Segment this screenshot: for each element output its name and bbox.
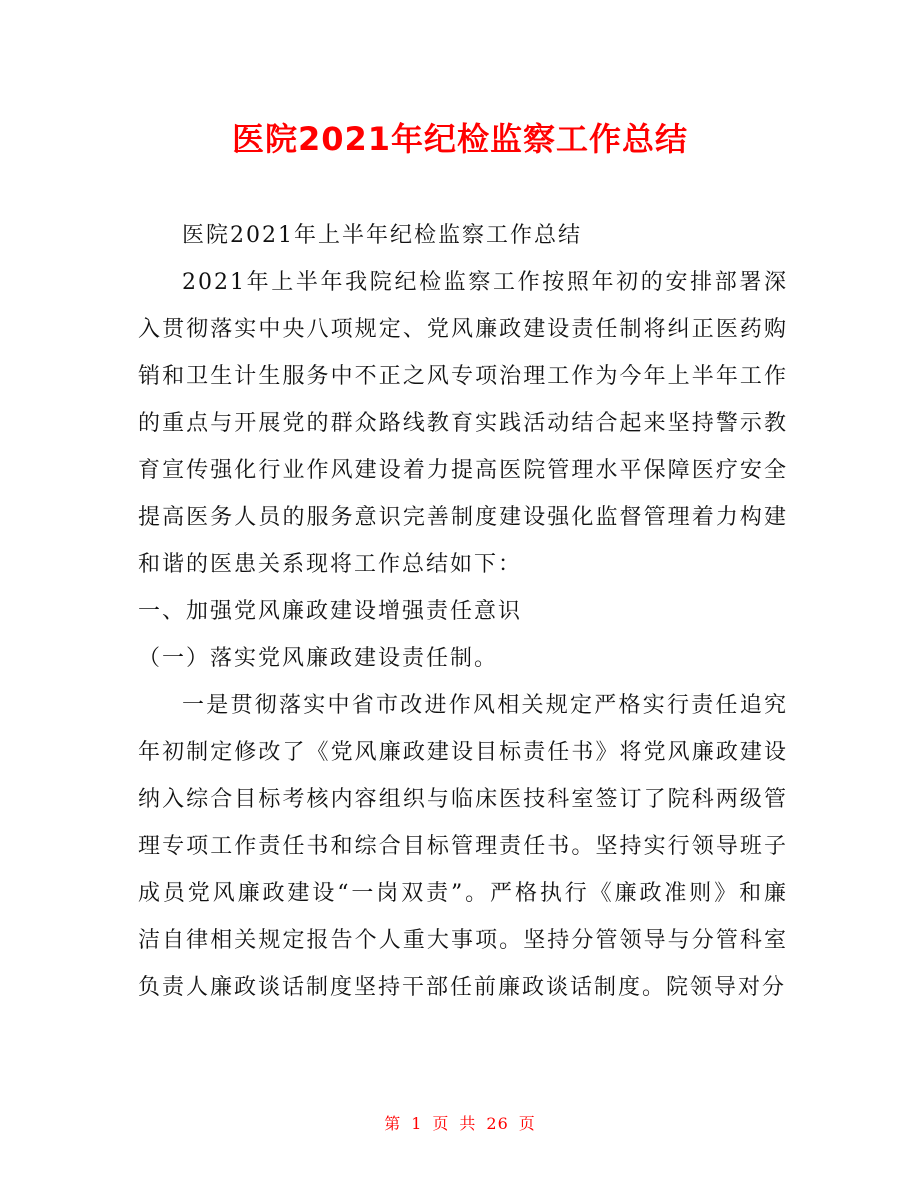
subsection-heading: （一）落实党风廉政建设责任制。 (138, 646, 499, 671)
paragraph-subtitle: 医院2021年上半年纪检监察工作总结 (182, 223, 582, 248)
footer-label-total: 共 (459, 1114, 477, 1133)
footer-label-page: 第 (384, 1114, 402, 1133)
page-footer (0, 1112, 920, 1136)
footer-label-pages: 页 (518, 1114, 536, 1133)
footer-label-of-page: 页 (432, 1114, 450, 1133)
footer-current-page: 1 (411, 1114, 423, 1133)
footer-total-pages: 26 (486, 1114, 509, 1133)
section-heading: 一、加强党风廉政建设增强责任意识 (138, 599, 523, 624)
document-body (138, 212, 788, 1011)
document-title: 医院2021年纪检监察工作总结 (231, 120, 689, 158)
paragraph-item-one: 一是贯彻落实中省市改进作风相关规定严格实行责任追究年初制定修改了《党风廉政建设目标责任书》将党风廉政建设纳入综合目标考核内容组织与临床医技科室签订了院科两级管理专项工作责任书和综合目标管理责任书。坚持实行领导班子成员党风廉政建设“一岗双责”。严格执行《廉政准则》和廉洁自律相关规定报告个人重大事项。坚持分管领导与分管科室负责人廉政谈话制度坚持干部任前廉政谈话制度。院领导对分 (138, 693, 788, 1000)
paragraph-intro: 2021年上半年我院纪检监察工作按照年初的安排部署深入贯彻落实中央八项规定、党风廉政建设责任制将纠正医药购销和卫生计生服务中不正之风专项治理工作为今年上半年工作的重点与开展党的群众路线教育实践活动结合起来坚持警示教育宣传强化行业作风建设着力提高医院管理水平保障医疗安全提高医务人员的服务意识完善制度建设强化监督管理着力构建和谐的医患关系现将工作总结如下： (138, 270, 788, 577)
